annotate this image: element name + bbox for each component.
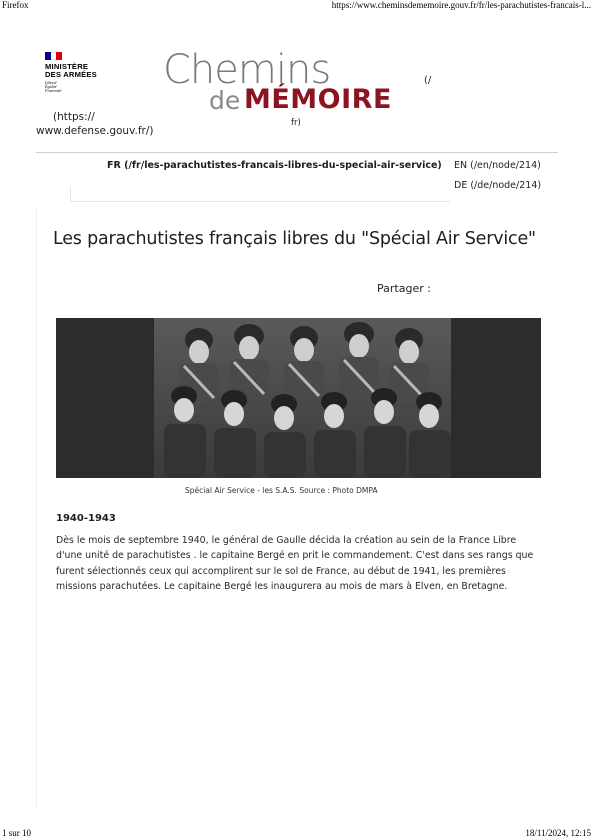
ministry-motto-egalite: Égalité — [45, 84, 57, 89]
lang-link-en[interactable]: EN (/en/node/214) — [454, 160, 541, 171]
content-left-rule — [36, 208, 37, 808]
photo-caption: Spécial Air Service - les S.A.S. Source : Photo DMPA — [185, 486, 378, 495]
print-browser-name: Firefox — [2, 0, 29, 10]
photo-frame — [56, 318, 541, 478]
ministry-link-url-line1: (https:// — [53, 111, 95, 123]
ministry-name-line1: MINISTÈRE — [45, 62, 89, 71]
section-paragraph: Dès le mois de septembre 1940, le général de Gaulle décida la création au sein de la France Libre d'une unité de parachutistes . le capitaine Bergé en prit le commandement. C'est dans ses rangs que furent sélectionnés ceux qui accomplirent sur le sol de France, au début de 1941, les premières missions parachutées. Le capitaine Bergé les inaugurera au mois de mars à Elven, en Bretagne. — [56, 535, 534, 592]
share-label: Partager : — [377, 282, 431, 295]
print-page-number: 1 sur 10 — [2, 828, 31, 838]
ministry-link-url-line2: www.defense.gouv.fr/) — [36, 125, 154, 137]
article-title: Les parachutistes français libres du "Spécial Air Service" — [53, 229, 536, 249]
header-bar-bottom-edge — [70, 201, 450, 202]
print-url: https://www.cheminsdememoire.gouv.fr/fr/les-parachutistes-francais-l... — [331, 0, 591, 10]
lang-link-fr[interactable]: FR (/fr/les-parachutistes-francais-libres-du-special-air-service) — [107, 160, 442, 171]
lang-link-de[interactable]: DE (/de/node/214) — [454, 180, 542, 191]
logo-word-de: de — [209, 86, 241, 115]
header-bar-left-edge — [70, 186, 71, 202]
sas-group-photo-image — [154, 318, 451, 478]
logo-word-chemins: Chemins — [163, 47, 331, 93]
section-heading: 1940-1943 — [56, 513, 116, 524]
logo-link-suffix-line2: fr) — [291, 118, 301, 128]
site-logo-link[interactable] — [160, 47, 440, 132]
logo-word-memoire: MÉMOIRE — [244, 84, 392, 115]
logo-link-suffix: (/ — [424, 75, 432, 86]
ministry-motto-fraternite: Fraternité — [45, 88, 62, 93]
ministry-motto-liberte: Liberté — [45, 80, 57, 85]
sas-group-photo — [154, 318, 451, 478]
header-divider — [36, 152, 558, 153]
ministry-name-line2: DES ARMÉES — [45, 70, 97, 79]
print-datetime: 18/11/2024, 12:15 — [525, 828, 591, 838]
ministry-logo-link[interactable] — [36, 50, 154, 142]
french-flag-icon — [45, 52, 62, 60]
